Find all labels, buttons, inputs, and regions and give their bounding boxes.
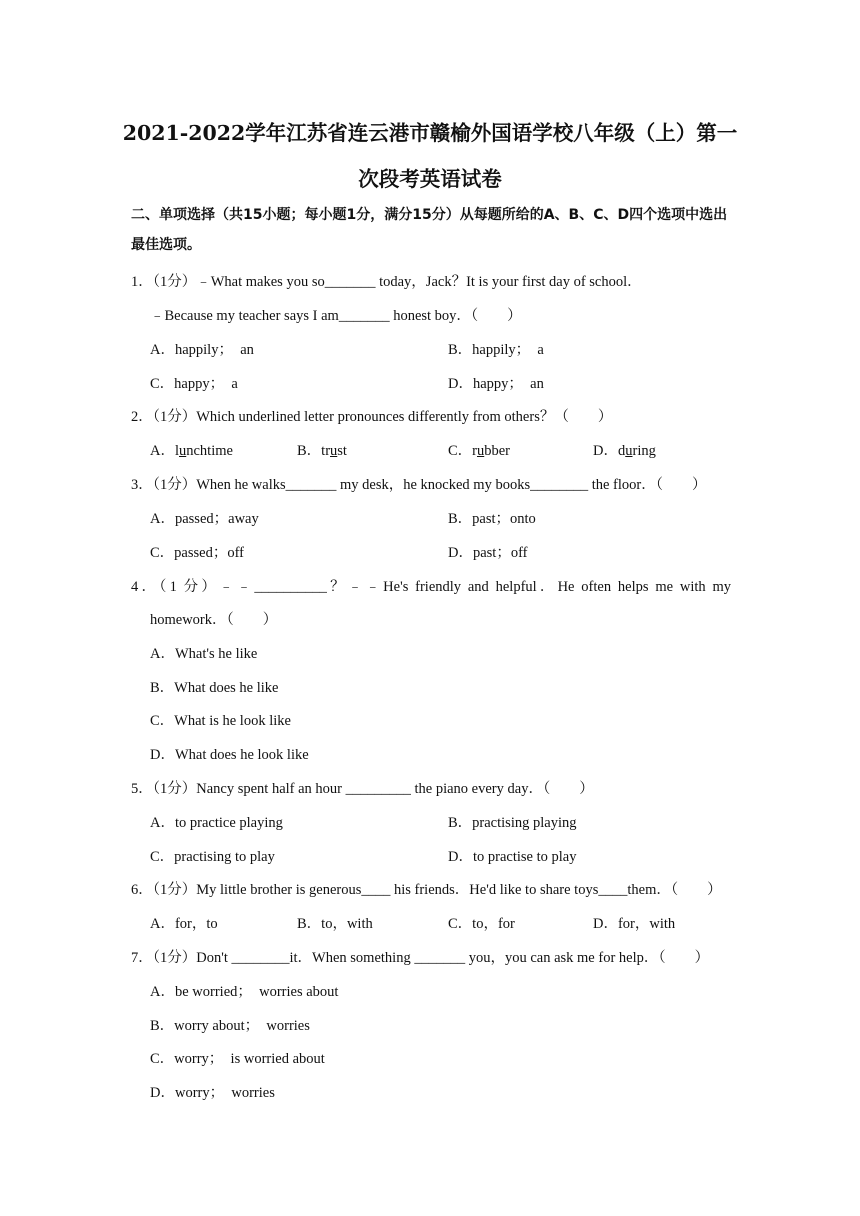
- question-2-option-b: B．trust: [297, 443, 347, 459]
- question-4-option-c: C．What is he look like: [150, 713, 291, 729]
- question-1-option-d: D．happy； an: [448, 376, 544, 392]
- question-2-option-c: C．rubber: [448, 443, 511, 459]
- question-4-stem-continued: homework．（ ）: [150, 612, 278, 628]
- section-heading: 二、单项选择（共15小题；每小题1分，满分15分）从每题所给的A、B、C、D四个选项中选出最佳选项。: [131, 207, 728, 253]
- question-4-option-d: D．What does he look like: [150, 747, 309, 763]
- question-3-option-b: B．past；onto: [448, 511, 536, 527]
- question-6-option-d: D．for，with: [593, 916, 676, 932]
- question-6-option-a: A．for，to: [150, 916, 218, 932]
- question-7-option-c: C．worry； is worried about: [150, 1051, 325, 1067]
- question-4-option-a: A．What's he like: [150, 646, 258, 662]
- question-6-option-c: C．to，for: [448, 916, 515, 932]
- question-1-stem: 1．（1分）﹣What makes you so_______ today，Jack？It is your first day of school．: [131, 274, 642, 290]
- question-5-option-b: B．practising playing: [448, 815, 577, 831]
- question-5-option-a: A．to practice playing: [150, 815, 283, 831]
- question-4-option-b: B．What does he like: [150, 680, 279, 696]
- question-7-option-a: A．be worried； worries about: [150, 984, 339, 1000]
- page-title: 2021-2022学年江苏省连云港市赣榆外国语学校八年级（上）第一次段考英语试卷: [122, 121, 738, 191]
- question-3-option-d: D．past；off: [448, 545, 528, 561]
- question-1-option-b: B．happily； a: [448, 342, 544, 358]
- question-7-option-d: D．worry； worries: [150, 1085, 275, 1101]
- question-7-option-b: B．worry about； worries: [150, 1018, 310, 1034]
- question-5-stem: 5．（1分）Nancy spent half an hour _________ the piano every day．（ ）: [131, 781, 594, 797]
- question-2-stem: 2．（1分）Which underlined letter pronounces differently from others？（ ）: [131, 409, 613, 425]
- question-1-option-a: A．happily； an: [150, 342, 254, 358]
- question-2-option-d: D．during: [593, 443, 656, 459]
- question-6-stem: 6．（1分）My little brother is generous____ his friends．He'd like to share toys____them．（ ）: [131, 882, 722, 898]
- question-6-option-b: B．to，with: [297, 916, 373, 932]
- question-2-option-a: A．lunchtime: [150, 443, 233, 459]
- question-5-option-c: C．practising to play: [150, 849, 275, 865]
- question-3-stem: 3．（1分）When he walks_______ my desk，he knocked my books________ the floor．（ ）: [131, 477, 707, 493]
- question-3-option-a: A．passed；away: [150, 511, 259, 527]
- question-4-stem: 4．（1 分）﹣﹣__________？﹣﹣He's friendly and helpful．He often helps me with my: [131, 579, 731, 595]
- question-1-option-c: C．happy； a: [150, 376, 238, 392]
- question-3-option-c: C．passed；off: [150, 545, 244, 561]
- question-1-stem-reply: ﹣Because my teacher says I am_______ honest boy．（ ）: [150, 308, 522, 324]
- question-7-stem: 7．（1分）Don't ________it．When something _______ you，you can ask me for help．（ ）: [131, 950, 710, 966]
- question-5-option-d: D．to practise to play: [448, 849, 577, 865]
